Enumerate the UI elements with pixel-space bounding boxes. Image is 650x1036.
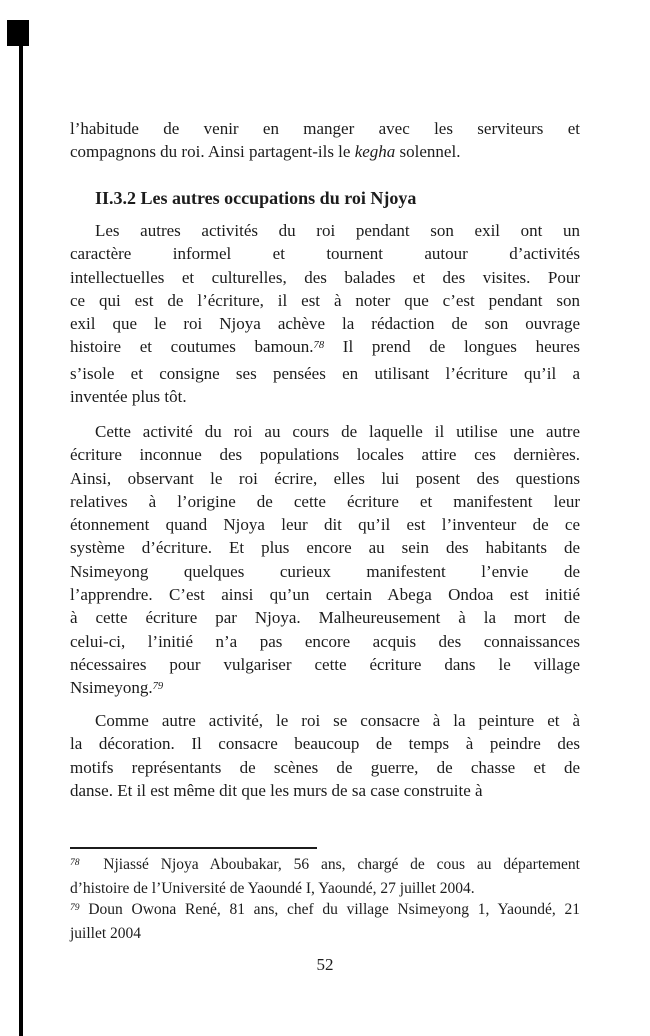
text-segment: Nsimeyong. [70, 678, 153, 698]
text-line [70, 923, 580, 945]
text-line [70, 467, 580, 490]
paragraph [70, 219, 580, 408]
scan-artifact-square [7, 20, 29, 46]
text-line [70, 536, 580, 559]
text-line [70, 606, 580, 629]
text-line [70, 312, 580, 335]
footnote-marker: 78 [313, 339, 325, 351]
text-segment: Doun Owona René, 81 ans, chef du village Nsimeyong 1, Yaoundé, 21 [79, 901, 580, 918]
footnote-marker: 79 [152, 680, 164, 692]
text-segment: Njiassé Njoya Aboubakar, 56 ans, chargé de cous au département [79, 856, 580, 873]
text-line [70, 899, 580, 923]
text-segment: Il prend de longues heures [324, 337, 580, 357]
text-segment: ce qui est de l’écriture, il est à noter que c’est pendant son [70, 290, 580, 310]
text-segment: l’apprendre. C’est ainsi qu’un certain Abega Ondoa est initié [70, 585, 580, 605]
text-line [70, 676, 580, 702]
text-line [70, 583, 580, 606]
text-segment: s’isole et consigne ses pensées en utilisant l’écriture qu’il a [70, 363, 580, 383]
text-segment: Ainsi, observant le roi écrire, elles lui posent des questions [70, 468, 580, 488]
text-segment: compagnons du roi. Ainsi partagent-ils le [70, 142, 355, 162]
text-segment: système d’écriture. Et plus encore au sein des habitants de [70, 538, 580, 558]
text-segment: juillet 2004 [70, 924, 142, 942]
footnotes [70, 854, 580, 944]
footnote-marker: 78 [70, 856, 80, 868]
text-line [70, 219, 580, 242]
paragraph-continuation [70, 117, 580, 164]
text-segment: l’habitude de venir en manger avec les serviteurs et [70, 119, 580, 138]
text-segment: solennel. [395, 142, 461, 162]
text-line [70, 854, 580, 878]
text-line [70, 513, 580, 536]
text-line [70, 266, 580, 289]
paragraph [70, 709, 580, 802]
text-line [70, 878, 580, 900]
text-line [70, 709, 580, 732]
scan-artifact-line [19, 44, 23, 1036]
text-line [70, 117, 580, 140]
text-segment: Comme autre activité, le roi se consacre à la peinture et à [95, 711, 580, 730]
text-line [70, 335, 580, 361]
text-line [70, 630, 580, 653]
text-segment: exil que le roi Njoya achève la rédaction de son ouvrage [70, 314, 580, 334]
text-segment: histoire et coutumes bamoun. [70, 337, 314, 357]
text-line [70, 385, 580, 408]
section-heading: II.3.2 Les autres occupations du roi Njoya [95, 188, 417, 208]
page-number: 52 [316, 955, 334, 974]
text-segment: kegha [354, 142, 396, 162]
text-segment: écriture inconnue des populations locales attire ces dernières. [70, 445, 580, 465]
text-line [70, 490, 580, 513]
text-segment: étonnement quand Njoya leur dit qu’il est l’inventeur de ce [70, 515, 580, 535]
text-segment: Les autres activités du roi pendant son exil ont un [95, 221, 580, 240]
text-line [70, 420, 580, 443]
text-segment: celui-ci, l’initié n’a pas encore acquis des connaissances [70, 631, 580, 651]
text-segment: à cette écriture par Njoya. Malheureusement à la mort de [70, 608, 580, 628]
text-segment: motifs représentants de scènes de guerre, de chasse et de [70, 757, 580, 777]
text-line [70, 779, 580, 802]
text-line [70, 732, 580, 755]
text-line [70, 756, 580, 779]
text-segment: caractère informel et tournent autour d’activités [70, 244, 580, 264]
text-segment: inventée plus tôt. [70, 387, 187, 407]
text-line [70, 140, 580, 163]
text-segment: Cette activité du roi au cours de laquelle il utilise une autre [95, 422, 580, 441]
text-line [70, 289, 580, 312]
footnote-marker: 79 [70, 901, 80, 913]
text-line [70, 362, 580, 385]
text-segment: la décoration. Il consacre beaucoup de temps à peindre des [70, 734, 580, 754]
text-segment: d’histoire de l’Université de Yaoundé I, Yaoundé, 27 juillet 2004. [70, 879, 475, 897]
text-segment: intellectuelles et culturelles, des balades et des visites. Pour [70, 267, 580, 287]
text-segment: danse. Et il est même dit que les murs de sa case construite à [70, 780, 483, 800]
text-segment: relatives à l’origine de cette écriture et manifestent leur [70, 491, 580, 511]
text-line [70, 242, 580, 265]
text-segment: nécessaires pour vulgariser cette écriture dans le village [70, 654, 580, 674]
text-line [70, 443, 580, 466]
paragraph [70, 420, 580, 703]
text-line [70, 560, 580, 583]
text-segment: Nsimeyong quelques curieux manifestent l’envie de [70, 561, 580, 581]
footnote-separator [70, 847, 317, 849]
text-line [70, 653, 580, 676]
